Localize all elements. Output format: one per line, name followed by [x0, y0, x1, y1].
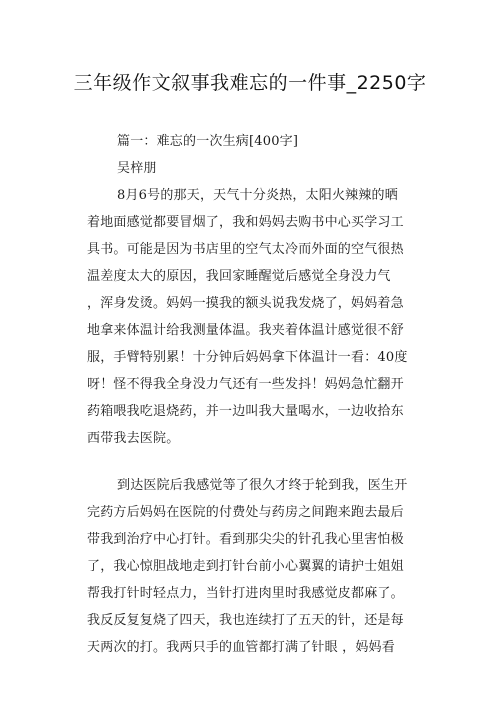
paragraph-line: 带我到治疗中心打针。看到那尖尖的针孔我心里害怕极: [87, 532, 404, 547]
paragraph-line: 温差度太大的原因，我回家睡醒觉后感觉全身没力气: [87, 269, 391, 284]
paragraph-line: 8月6号的那天，天气十分炎热，太阳火辣辣的晒: [117, 188, 398, 203]
paragraph-2: [87, 472, 447, 661]
paragraph-line: 帮我打针时轻点力，当针打进肉里时我感觉皮都麻了。: [87, 586, 404, 601]
paragraph-line: 到达医院后我感觉等了很久才终于轮到我，医生开: [117, 478, 408, 493]
paragraph-line: 呀！怪不得我全身没力气还有一些发抖！妈妈急忙翻开: [87, 377, 404, 392]
paragraph-line: 西带我去医院。: [87, 431, 180, 446]
document-body: [87, 128, 447, 661]
paragraph-line: 我反反复复烧了四天，我也连续打了五天的针，还是每: [87, 613, 404, 628]
paragraph-line: 药箱喂我吃退烧药，并一边叫我大量喝水，一边收拾东: [87, 404, 404, 419]
paragraph-line: 具书。可能是因为书店里的空气太冷而外面的空气很热: [87, 242, 404, 257]
paragraph-line: 着地面感觉都要冒烟了，我和妈妈去购书中心买学习工: [87, 215, 404, 230]
paragraph-gap: [87, 452, 447, 472]
paragraph-line: 服，手臂特别累！十分钟后妈妈拿下体温计一看：40度: [87, 350, 408, 365]
author-name: 吴梓朋: [117, 161, 157, 176]
document-title: 三年级作文叙事我难忘的一件事_2250字: [73, 72, 427, 94]
section-heading: 篇一：难忘的一次生病[400字]: [117, 134, 299, 149]
paragraph-line: 天两次的打。我两只手的血管都打满了针眼 ，妈妈看: [87, 640, 395, 655]
paragraph-line: 了，我心惊胆战地走到打针台前小心翼翼的请护士姐姐: [87, 559, 404, 574]
paragraph-line: ，浑身发烫。妈妈一摸我的额头说我发烧了，妈妈着急: [87, 296, 404, 311]
paragraph-line: 地拿来体温计给我测量体温。我夹着体温计感觉很不舒: [87, 323, 404, 338]
paragraph-line: 完药方后妈妈在医院的付费处与药房之间跑来跑去最后: [87, 505, 404, 520]
paragraph-1: [87, 182, 447, 452]
